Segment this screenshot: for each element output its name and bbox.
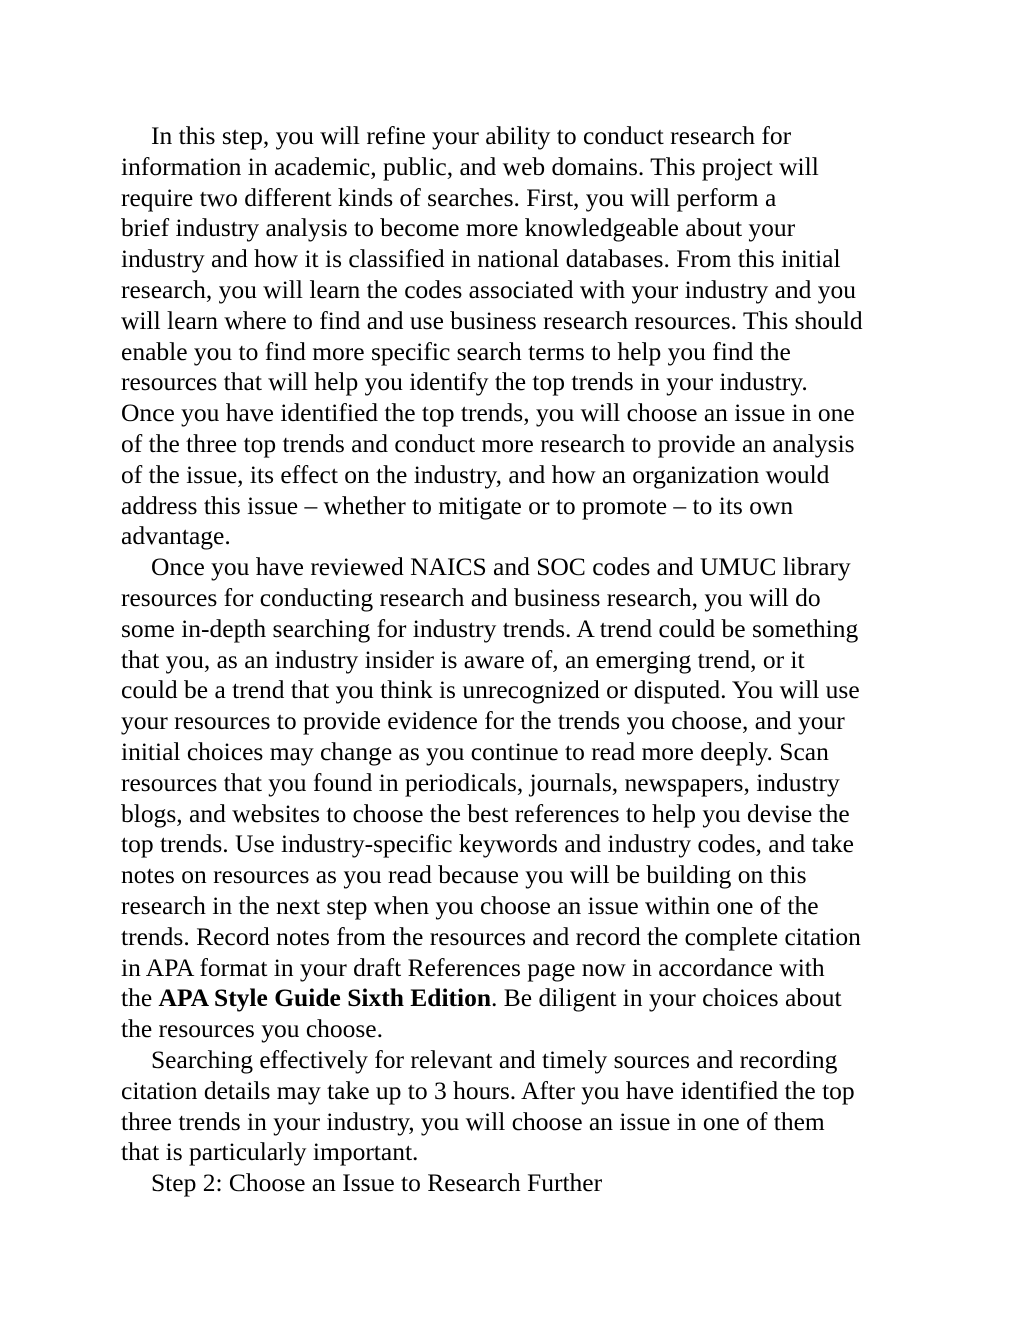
text-line-with-bold: [121, 983, 911, 1014]
document-page: [121, 121, 911, 1199]
text-line: of the three top trends and conduct more research to provide an analysis: [121, 428, 855, 458]
text-line: three trends in your industry, you will choose an issue in one of them: [121, 1106, 825, 1136]
text-line: resources that will help you identify the top trends in your industry.: [121, 367, 808, 397]
text-line: industry and how it is classified in national databases. From this initial: [121, 244, 841, 274]
text-line: research in the next step when you choose an issue within one of the: [121, 890, 819, 920]
text-line: that is particularly important.: [121, 1137, 419, 1167]
text-segment: . Be diligent in your choices about: [491, 983, 842, 1013]
paragraph-intro: [121, 121, 911, 552]
text-line: Step 2: Choose an Issue to Research Further: [151, 1168, 603, 1198]
text-line: your resources to provide evidence for the trends you choose, and your: [121, 706, 845, 736]
text-line: Searching effectively for relevant and timely sources and recording: [151, 1044, 838, 1074]
text-line: blogs, and websites to choose the best references to help you devise the: [121, 798, 850, 828]
text-line: brief industry analysis to become more knowledgeable about your: [121, 213, 796, 243]
text-line: resources that you found in periodicals, journals, newspapers, industry: [121, 767, 840, 797]
text-line: that you, as an industry insider is aware of, an emerging trend, or it: [121, 644, 805, 674]
text-line: the resources you choose.: [121, 1014, 383, 1044]
text-line: resources for conducting research and business research, you will do: [121, 582, 821, 612]
text-line: initial choices may change as you continue to read more deeply. Scan: [121, 736, 829, 766]
text-line: in APA format in your draft References page now in accordance with: [121, 952, 825, 982]
text-line: enable you to find more specific search terms to help you find the: [121, 336, 791, 366]
text-line: Once you have identified the top trends, you will choose an issue in one: [121, 398, 855, 428]
text-line: address this issue – whether to mitigate or to promote – to its own: [121, 490, 794, 520]
step-heading: [121, 1168, 911, 1199]
text-segment: the: [121, 983, 159, 1013]
text-line: could be a trend that you think is unrecognized or disputed. You will use: [121, 675, 860, 705]
text-line: notes on resources as you read because you will be building on this: [121, 860, 807, 890]
text-line: information in academic, public, and web domains. This project will: [121, 151, 819, 181]
text-line: require two different kinds of searches. First, you will perform a: [121, 182, 777, 212]
text-line: In this step, you will refine your ability to conduct research for: [151, 121, 792, 150]
text-line: advantage.: [121, 521, 231, 551]
text-line: research, you will learn the codes associated with your industry and you: [121, 274, 857, 304]
text-line: top trends. Use industry-specific keywords and industry codes, and take: [121, 829, 854, 859]
text-line: some in-depth searching for industry trends. A trend could be something: [121, 613, 859, 643]
text-line: Once you have reviewed NAICS and SOC codes and UMUC library: [151, 552, 851, 582]
text-line: trends. Record notes from the resources and record the complete citation: [121, 921, 861, 951]
text-line: will learn where to find and use business research resources. This should: [121, 305, 863, 335]
paragraph-research: [121, 552, 911, 1045]
paragraph-searching: [121, 1045, 911, 1168]
text-line: of the issue, its effect on the industry, and how an organization would: [121, 459, 830, 489]
text-line: citation details may take up to 3 hours. After you have identified the top: [121, 1075, 855, 1105]
apa-style-guide-title: APA Style Guide Sixth Edition: [158, 983, 492, 1013]
